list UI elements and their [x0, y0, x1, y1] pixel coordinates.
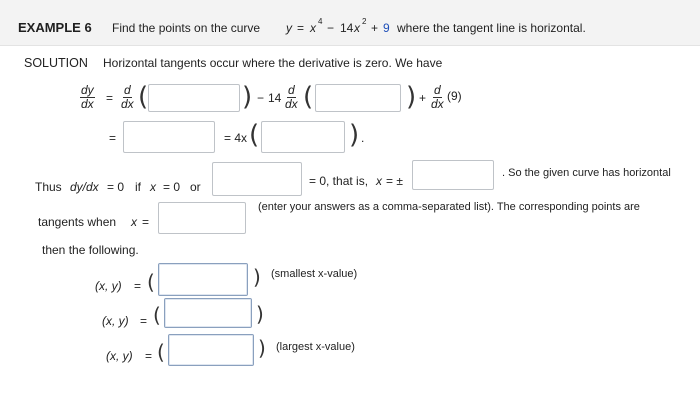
thus-if: if — [135, 180, 141, 194]
curve-coef14: 14 — [340, 21, 354, 35]
answer-box-5[interactable] — [212, 162, 302, 196]
example-label: EXAMPLE 6 — [18, 20, 92, 35]
deriv-minus: − — [257, 91, 265, 105]
prompt-pre: Find the points on the curve — [112, 21, 261, 35]
thus-zero2: = 0 — [163, 180, 181, 194]
thus-pm: = ± — [386, 174, 403, 188]
thus-x2: x — [376, 174, 382, 188]
point-answer-box-2[interactable] — [164, 298, 252, 328]
thus-zero1: = 0 — [107, 180, 125, 194]
point-label-1: (x, y) — [95, 279, 122, 293]
answer-box-2[interactable] — [315, 84, 401, 112]
paren-open-p2: ( — [153, 303, 161, 327]
thus-or: or — [190, 180, 201, 194]
tangents-hint: (enter your answers as a comma-separated list). The corresponding points are — [258, 201, 640, 213]
point-answer-box-1[interactable] — [158, 263, 248, 296]
deriv-nine: (9) — [447, 89, 462, 103]
deriv-equals-2: = — [109, 131, 117, 145]
point-label-2: (x, y) — [102, 314, 129, 328]
thus-x: x — [150, 180, 156, 194]
d-dx-fraction-3: $\frac{d}{dx}$ — [431, 83, 444, 111]
paren-open-3: ( — [249, 120, 260, 150]
curve-exp4: 4 — [318, 17, 323, 26]
thus-post: . So the given curve has horizontal — [502, 167, 671, 179]
paren-close-p3: ) — [258, 336, 266, 360]
curve-exp2: 2 — [362, 17, 367, 26]
tangents-x: x — [131, 215, 137, 229]
point-note-1: (smallest x-value) — [271, 268, 358, 280]
answer-box-4[interactable] — [261, 121, 345, 153]
answer-box-3[interactable] — [123, 121, 215, 153]
following-text: then the following. — [42, 243, 139, 257]
thus-text: Thus — [35, 180, 62, 194]
point-eq-3: = — [145, 349, 153, 363]
paren-open-p3: ( — [157, 340, 165, 364]
paren-close-2: ) — [406, 82, 417, 112]
paren-close-3: ) — [349, 120, 360, 150]
curve-x2: x — [354, 21, 360, 35]
point-answer-box-3[interactable] — [168, 334, 254, 366]
thus-eq-zero: = 0, that is, — [309, 174, 369, 188]
tangents-eq: = — [142, 215, 150, 229]
deriv-plus: + — [419, 91, 427, 105]
answer-box-7[interactable] — [158, 202, 246, 234]
answer-box-6[interactable] — [412, 160, 494, 190]
dy-dx-fraction: $\frac{dy}{dx}$ — [81, 83, 94, 111]
solution-text: Horizontal tangents occur where the derivative is zero. We have — [103, 56, 443, 70]
deriv-dot: . — [361, 131, 365, 145]
solution-label: SOLUTION — [24, 56, 88, 70]
d-dx-fraction-2: $\frac{d}{dx}$ — [285, 83, 298, 111]
curve-nine: 9 — [383, 21, 390, 35]
curve-minus: − — [327, 21, 335, 35]
d-dx-fraction-1: $\frac{d}{dx}$ — [121, 83, 134, 111]
deriv-coef: 14 — [268, 91, 282, 105]
point-eq-2: = — [140, 314, 148, 328]
deriv-equals-3: = 4x — [224, 131, 248, 145]
tangents-text: tangents when — [38, 215, 117, 229]
thus-dydx: dy/dx — [70, 180, 99, 194]
point-label-3: (x, y) — [106, 349, 133, 363]
point-note-3: (largest x-value) — [276, 341, 355, 353]
paren-close-p2: ) — [256, 302, 264, 326]
curve-eq: = — [297, 21, 305, 35]
paren-open-p1: ( — [147, 270, 155, 294]
curve-plus: + — [371, 21, 379, 35]
answer-box-1[interactable] — [148, 84, 240, 112]
paren-open-1: ( — [138, 82, 149, 112]
paren-open-2: ( — [303, 82, 314, 112]
paren-close-p1: ) — [253, 265, 261, 289]
curve-y: y — [286, 21, 292, 35]
prompt-post: where the tangent line is horizontal. — [397, 21, 586, 35]
deriv-equals: = — [106, 91, 114, 105]
point-eq-1: = — [134, 279, 142, 293]
curve-x4: x — [310, 21, 316, 35]
paren-close-1: ) — [242, 82, 253, 112]
